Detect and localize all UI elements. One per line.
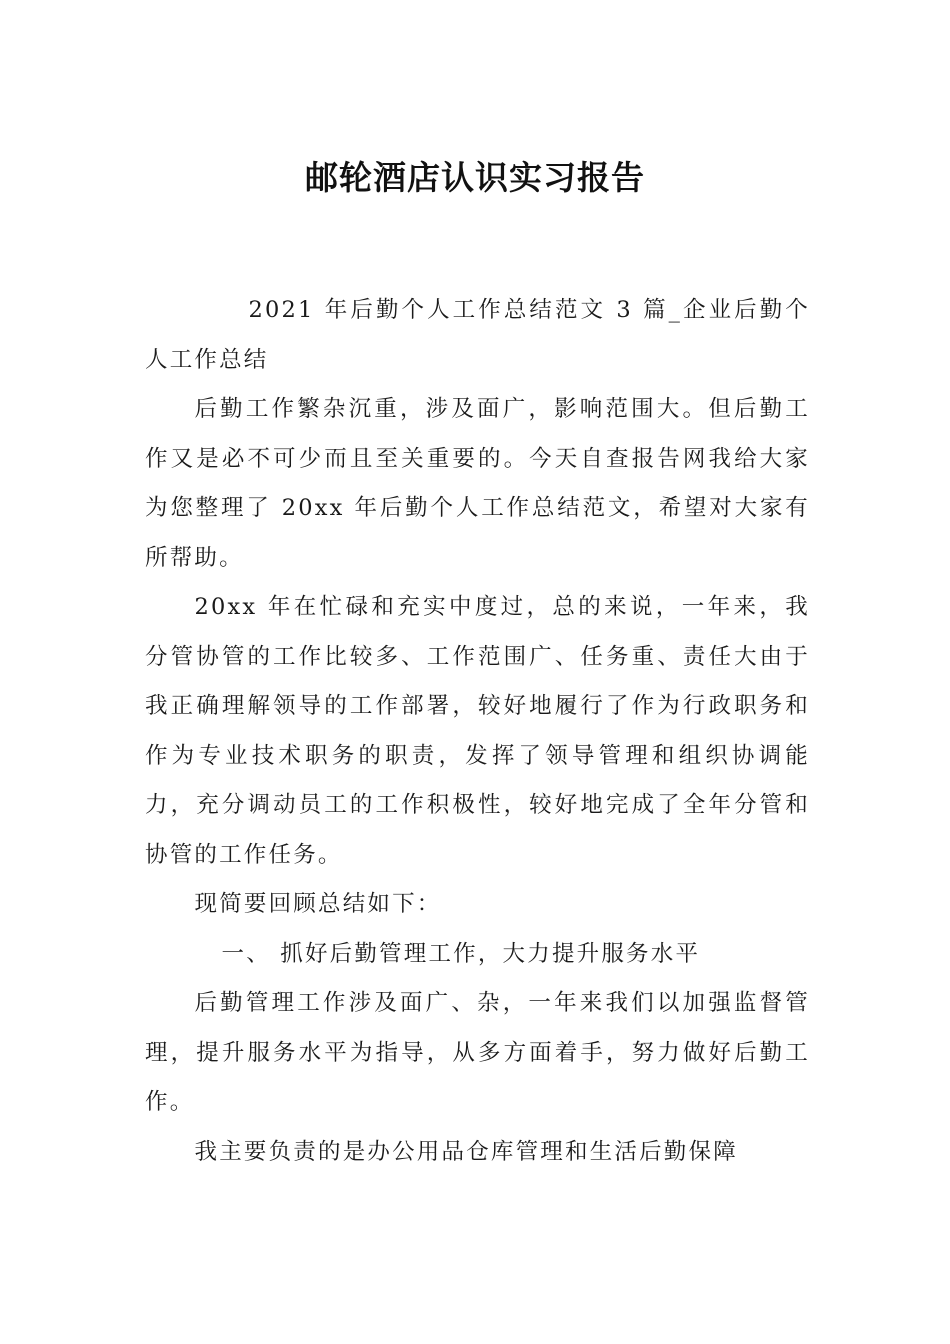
document-body <box>145 286 810 1177</box>
paragraph-responsibility: 我主要负责的是办公用品仓库管理和生活后勤保障 <box>194 1138 738 1165</box>
paragraph-section-1: 后勤管理工作涉及面广、杂，一年来我们以加强监督管理，提升服务水平为指导，从多方面着手，努力做好后勤工作。 <box>145 990 810 1115</box>
section-heading-1: 一、 抓好后勤管理工作，大力提升服务水平 <box>221 940 701 967</box>
paragraph-overview: 20xx 年在忙碌和充实中度过，总的来说，一年来，我分管协管的工作比较多、工作范围广、任务重、责任大由于我正确理解领导的工作部署，较好地履行了作为行政职务和作为专业技术职务的职责，发挥了领导管理和组织协调能力，充分调动员工的工作积极性，较好地完成了全年分管和协管的工作任务。 <box>145 594 810 868</box>
paragraph-summary-lead: 现简要回顾总结如下： <box>194 891 442 917</box>
paragraph-intro: 后勤工作繁杂沉重，涉及面广，影响范围大。但后勤工作又是必不可少而且至关重要的。今天自查报告网我给大家为您整理了 20xx 年后勤个人工作总结范文，希望对大家有所帮助。 <box>145 396 810 571</box>
document-title: 邮轮酒店认识实习报告 <box>305 158 645 197</box>
paragraph-subtitle: 2021 年后勤个人工作总结范文 3 篇_企业后勤个人工作总结 <box>145 297 810 373</box>
